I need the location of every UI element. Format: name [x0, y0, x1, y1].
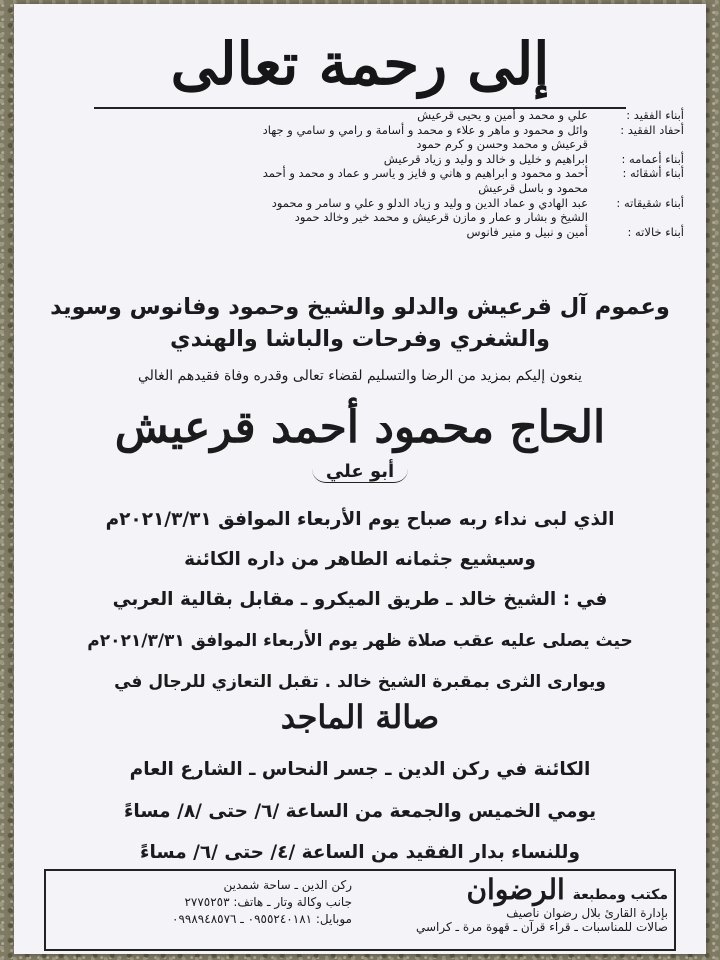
clans-line-1: وعموم آل قرعيش والدلو والشيخ وحمود وفانوس وسويد	[50, 294, 670, 320]
press-address-2: جانب وكالة وتار ـ هاتف: ٢٧٧٥٢٥٣	[184, 895, 352, 909]
body-line-2: وسيشيع جثمانه الطاهر من داره الكائنة	[184, 549, 536, 570]
body-line-7: يومي الخميس والجمعة من الساعة /٦/ حتى /٨/ مساءً	[123, 801, 597, 822]
body-line-5: ويوارى الثرى بمقبرة الشيخ خالد . تقبل التعازي للرجال في	[114, 672, 606, 692]
relatives-list	[36, 108, 684, 239]
press-address-1: ركن الدين ـ ساحة شمدين	[223, 878, 352, 892]
announcement-text: ينعون إليكم بمزيد من الرضا والتسليم لقضاء تعالى وقدره وفاة فقيدهم الغالي	[137, 368, 583, 384]
relatives-label: أبناء الفقيد :	[626, 108, 684, 122]
body-line-1: الذي لبى نداء ربه صباح يوم الأربعاء الموافق ٢٠٢١/٣/٣١م	[105, 509, 615, 530]
relatives-value: أحمد و محمود و ابراهيم و هاني و فايز و ياسر و عماد و محمد و أحمد محمود و باسل قرعيش	[262, 166, 588, 195]
body-line-6: الكائنة في ركن الدين ـ جسر النحاس ـ الشارع العام	[129, 759, 591, 780]
relatives-row	[36, 108, 684, 123]
relatives-row	[36, 123, 684, 152]
relatives-label: أبناء شقيقاته :	[616, 195, 684, 210]
relatives-label: أحفاد الفقيد :	[620, 122, 684, 137]
press-contact	[52, 877, 352, 928]
relatives-value: ابراهيم و خليل و خالد و وليد و زياد قرعيش	[383, 151, 588, 166]
relatives-value: أمين و نبيل و منير فانوس	[466, 224, 588, 239]
printer-footer	[44, 869, 676, 951]
relatives-value: عبد الهادي و عماد الدين و وليد و زياد الدلو و علي و سامر و محمود الشيخ و بشار و عمار و مازن قرعيش و محمد خير وخالد حمود	[271, 195, 588, 225]
press-prefix: مكتب ومطبعة	[572, 887, 668, 903]
relatives-label: أبناء أشقائه :	[622, 166, 684, 181]
relatives-row	[36, 166, 684, 195]
deceased-name: الحاج محمود أحمد قرعيش	[114, 402, 606, 453]
obituary-paper	[14, 4, 706, 954]
relatives-label: أبناء أعمامه :	[621, 151, 684, 166]
body-line-4: حيث يصلى عليه عقب صلاة ظهر يوم الأربعاء الموافق ٢٠٢١/٣/٣١م	[87, 631, 633, 651]
press-info	[338, 873, 668, 934]
relatives-row	[36, 225, 684, 240]
relatives-value: علي و محمد و أمين و يحيى قرعيش	[417, 108, 588, 122]
relatives-value: وائل و محمود و ماهر و علاء و محمد و أسامة و رامي و سامي و جهاد قرعيش و محمد وحسن و كرم حمود	[262, 122, 588, 152]
press-mobile: موبايل: ٠٩٥٥٢٤٠١٨١ ـ ٠٩٩٨٩٤٨٥٧٦	[172, 912, 352, 926]
clans-line-2: والشغري وفرحات والباشا والهندي	[169, 326, 550, 352]
press-management: بإدارة القارئ بلال رضوان ناصيف	[506, 906, 668, 920]
relatives-row	[36, 196, 684, 225]
deceased-nickname: أبو علي	[312, 461, 408, 483]
press-name: الرضوان	[466, 873, 565, 906]
hall-name: صالة الماجد	[280, 698, 440, 736]
relatives-row	[36, 152, 684, 167]
press-services: صالات للمناسبات ـ قراء قرآن ـ قهوة مرة ـ كراسي	[416, 920, 668, 934]
page-title: إلى رحمة تعالى	[170, 30, 550, 98]
nickname-wrapper	[14, 461, 706, 483]
body-line-3: في : الشيخ خالد ـ طريق الميكرو ـ مقابل بقالية العربي	[112, 589, 608, 610]
relatives-label: أبناء خالاته :	[627, 224, 684, 239]
body-line-8: وللنساء بدار الفقيد من الساعة /٤/ حتى /٦/ مساءً	[139, 842, 581, 863]
